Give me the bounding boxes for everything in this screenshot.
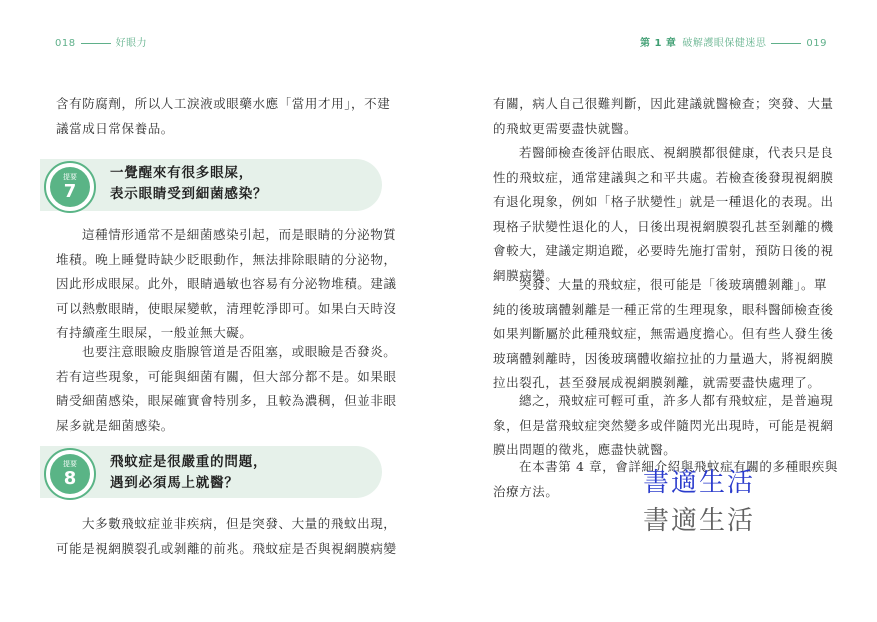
text-line: 也要注意眼瞼皮脂腺管道是否阻塞，或眼瞼是否發炎。 — [82, 344, 397, 359]
text-line: 若有這些現象，可能與細菌有關，但大部分都不是。如果眼 — [56, 368, 397, 384]
text-line: 睛受細菌感染，眼屎確實會特別多，且較為濃稠，但並非眼 — [56, 393, 397, 408]
text-line: 若醫師檢查後評估眼底、視網膜都很健康，代表只是良 — [519, 145, 834, 160]
text-line: 有關，病人自己很難判斷，因此建議就醫檢查；突發、大量 — [493, 96, 834, 111]
text-line: 含有防腐劑，所以人工淚液或眼藥水應「當用才用」，不建 — [56, 96, 391, 111]
text-line: 在本書第 4 章，會詳細介紹與飛蚊症有關的多種眼疾與 — [519, 459, 839, 474]
qa7-title-line: 一覺醒來有很多眼屎， — [110, 165, 253, 181]
qa7-badge — [44, 161, 96, 213]
qa8-badge — [44, 448, 96, 500]
left-page-number: 018 — [55, 38, 76, 49]
text-line: 有持續產生眼屎，一般並無大礙。 — [56, 325, 253, 340]
right-paragraph-3 — [493, 273, 834, 396]
text-line: 可能是視網膜裂孔或剝離的前兆。飛蚊症是否與視網膜病變 — [56, 540, 397, 556]
text-line: 大多數飛蚊症並非疾病，但是突發、大量的飛蚊出現， — [82, 516, 397, 531]
qa8-badge-circle — [50, 454, 90, 494]
text-line: 屎多就是細菌感染。 — [56, 417, 174, 433]
qa7-title-line: 表示眼睛受到細菌感染？ — [110, 186, 268, 202]
qa7-badge-number: 7 — [63, 181, 77, 202]
right-paragraph-4 — [493, 389, 834, 463]
right-running-title: 破解護眼保健迷思 — [682, 38, 767, 49]
text-line: 現格子狀變性退化的人，日後出現視網膜裂孔甚至剝離的機 — [493, 218, 834, 234]
qa8-title-line: 飛蚊症是很嚴重的問題， — [110, 454, 268, 470]
text-line: 性的飛蚊症，通常建議與之和平共處。若檢查後發現視網膜 — [493, 169, 834, 185]
running-head-rule — [81, 43, 111, 44]
text-line: 因此形成眼屎。此外，眼睛過敏也容易有分泌物堆積。建議 — [56, 276, 397, 291]
chapter-label: 第 1 章 — [639, 38, 677, 49]
text-line: 玻璃體剝離時，因後玻璃體收縮拉扯的力量過大，將視網膜 — [493, 350, 834, 366]
right-paragraph-2 — [493, 141, 834, 288]
watermark-blue: 書適生活 — [643, 468, 756, 498]
watermark-gray: 書適生活 — [643, 506, 756, 536]
qa7-badge-circle — [50, 167, 90, 207]
text-line: 的飛蚊更需要盡快就醫。 — [493, 120, 638, 136]
qa8-paragraph-1 — [56, 512, 397, 561]
right-paragraph-1 — [493, 92, 834, 141]
text-line: 突發、大量的飛蚊症，很可能是「後玻璃體剝離」。單 — [519, 277, 828, 292]
text-line: 有退化現象，例如「格子狀變性」就是一種退化的表現。出 — [493, 194, 834, 209]
text-line: 象，但是當飛蚊症突然變多或伴隨閃光出現時，可能是視網 — [493, 417, 834, 433]
qa7-paragraph-2 — [56, 340, 397, 438]
qa8-badge-label: 提要 — [63, 460, 77, 468]
text-line: 治療方法。 — [493, 483, 559, 499]
right-page-number: 019 — [806, 38, 827, 49]
text-line: 拉出裂孔，甚至發展成視網膜剝離，就需要盡快處理了。 — [493, 375, 821, 390]
left-running-head — [55, 34, 147, 49]
left-running-title: 好眼力 — [115, 38, 148, 49]
text-line: 這種情形通常不是細菌感染引起，而是眼睛的分泌物質 — [82, 227, 397, 242]
text-line: 可以熱敷眼睛，使眼屎變軟，清理乾淨即可。如果白天時沒 — [56, 300, 397, 316]
intro-paragraph — [56, 92, 390, 141]
text-line: 總之，飛蚊症可輕可重，許多人都有飛蚊症，是普遍現 — [519, 393, 834, 408]
right-running-head — [640, 34, 827, 49]
text-line: 如果判斷屬於此種飛蚊症，無需過度擔心。但有些人發生後 — [493, 326, 834, 341]
qa7-title — [110, 163, 267, 205]
qa7-paragraph-1 — [56, 223, 397, 346]
qa8-title — [110, 452, 267, 494]
text-line: 堆積。晚上睡覺時缺少眨眼動作，無法排除眼睛的分泌物， — [56, 251, 397, 267]
text-line: 膜出問題的徵兆，應盡快就醫。 — [493, 442, 677, 457]
text-line: 會較大，建議定期追蹤，必要時先施打雷射，預防日後的視 — [493, 243, 834, 258]
qa7-badge-label: 提要 — [63, 173, 77, 181]
qa8-title-line: 遇到必須馬上就醫？ — [110, 475, 239, 491]
text-line: 網膜病變。 — [493, 267, 559, 283]
text-line: 議當成日常保養品。 — [56, 120, 174, 136]
running-head-rule — [771, 43, 801, 44]
qa8-badge-number: 8 — [63, 468, 77, 489]
text-line: 純的後玻璃體剝離是一種正常的生理現象，眼科醫師檢查後 — [493, 301, 834, 317]
